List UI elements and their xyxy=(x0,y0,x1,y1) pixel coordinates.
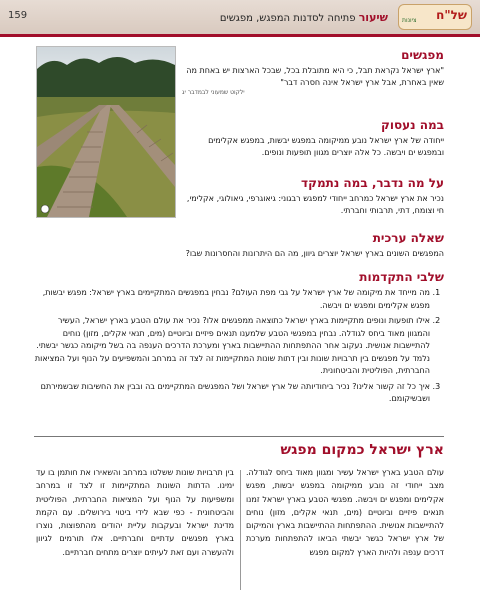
meetings-source: ילקוט שמעוני לבמדבר יג xyxy=(182,89,245,96)
article-column-left: בין תרבויות שונות ששלטו במרחב והשאירו את חותמן בו עד ימינו. הדתות השונות המתקיימות זו לצד זו במרחב ומשפיעות על הנוף ועל המציאות החברתית, הפוליטית והביטחונית - כפי שבא לידי ביטוי בירושלים. עם הקמת מדינת ישראל ובעקבות עליית יהודים מהתפוצות, נוצרו בארץ מפגשים עדתיים וחברתיים. אלו תורמים לגיוון ולהעשרה ועם זאת לעיתים יוצרים מתחים חברתיים. xyxy=(36,468,234,557)
article-column-right: עולם הטבע בארץ ישראל עשיר ומגוון מאוד ביחס לגודלה. מצב ייחודי זה נובע ממיקומה במפגש יבשות, מפגש אקלימים ומפגש ים ויבשה. מפגשי הטבע בארץ ישראל זמנו תנאים פיזיים וביוטיים (מים, תנאי אקלים, מזון) נוחים להתיישבות אנושית. ההתפתחות ההתיישבות בארץ והמיקום של ארץ ישראל כגשר יבשתי הביאו להתפתחות מערכת דרכים ענפה ולהיות הארץ למקום מפגש xyxy=(246,468,444,557)
column-divider xyxy=(240,470,241,590)
step-item: 1. מה מייחד את מיקומה של ארץ ישראל על גבי מפת העולם? נבחין במפגשים המתקיימים בארץ ישראל: מפגש יבשות, מפגש אקלימים ומפגש ים ויבשה. xyxy=(34,287,430,312)
section-value-question xyxy=(34,231,444,260)
value-question-text: המפגשים השונים בארץ ישראל יוצרים גיוון, מה הם היתרונות והחסרונות שבו? xyxy=(185,249,444,258)
step-item: 2. אילו תופעות ונופים מתקיימות בארץ ישראל כתוצאה ממפגשים אלו? נכיר את עולם הטבע בארץ ישראל, העשיר והמגוון מאוד ביחס לגודלה. נבחין במפגשי הטבע שלמענו תנאים פיזיים וביוטיים (מים, תנאי אקלים, מזון) נוחים להתיישבות אנושית. נעקוב אחר ההתפתחות ההתיישבות בארץ ומערכת הדרכים הענפה בה בשל מיקומה כגשר יבשתי. נלמד על מפגשים בין תרבויות שונות ובין דתות שונות המתקיימות זה לצד זה במרחב והמשפיעים על הנוף ועל המציאות החברתית, הפוליטית והביטחונית. xyxy=(34,315,430,378)
value-question-heading: שאלה ערכית xyxy=(372,231,444,245)
lesson-title xyxy=(220,11,388,24)
article-title: ארץ ישראל כמקום מפגש xyxy=(280,442,444,458)
step-item: 3. איך כל זה קשור אלינו? נכיר ביחודיותה של ארץ ישראל ושל המפגשים המתקיימים בה ובבין את החשיבות שבשמירתם ושבשיקומם. xyxy=(34,381,430,406)
focus-heading: במה נעסוק xyxy=(381,118,444,132)
measure-text: נכיר את ארץ ישראל כמרחב ייחודי למפגש רבגוני: גיאוגרפי, גיאולוגי, אקלימי, חי וצומח, דתי, תרבותי וחברתי. xyxy=(186,194,444,215)
measure-heading: על מה נדבר, במה נתמקד xyxy=(301,176,444,190)
shelach-logo xyxy=(398,4,472,30)
meetings-quote: "ארץ ישראל נקראת תבל, כי היא מתובלת בכל, שבכל הארצות יש באחת מה שאין באחרת, אבל ארץ ישראל אינה חסרה דבר" xyxy=(186,66,444,87)
section-focus xyxy=(182,118,444,159)
steps-heading: שלבי התקדמות xyxy=(359,270,444,284)
section-measure xyxy=(182,176,444,217)
lesson-title-text: פתיחה לסדנות המפגש, מפגשים xyxy=(219,13,356,24)
logo-text: של"ח xyxy=(436,8,467,22)
focus-text: ייחודה של ארץ ישראל נובע ממיקומה במפגש יבשות, במפגש אקלימים ובמפגש ים ויבשה. כל אלה יוצרים מגוון תופעות ונופים. xyxy=(208,136,444,157)
page-number: 159 xyxy=(8,10,28,21)
section-steps xyxy=(34,270,444,409)
boardwalk-photo xyxy=(36,46,176,218)
section-divider xyxy=(34,436,444,437)
section-meetings xyxy=(182,48,444,96)
meetings-heading: מפגשים xyxy=(401,48,444,62)
logo-sub: ציונות xyxy=(402,17,417,24)
boardwalk-illustration xyxy=(37,47,175,217)
lesson-label: שיעור xyxy=(358,11,388,24)
steps-list xyxy=(34,287,444,406)
page-header xyxy=(0,0,480,37)
